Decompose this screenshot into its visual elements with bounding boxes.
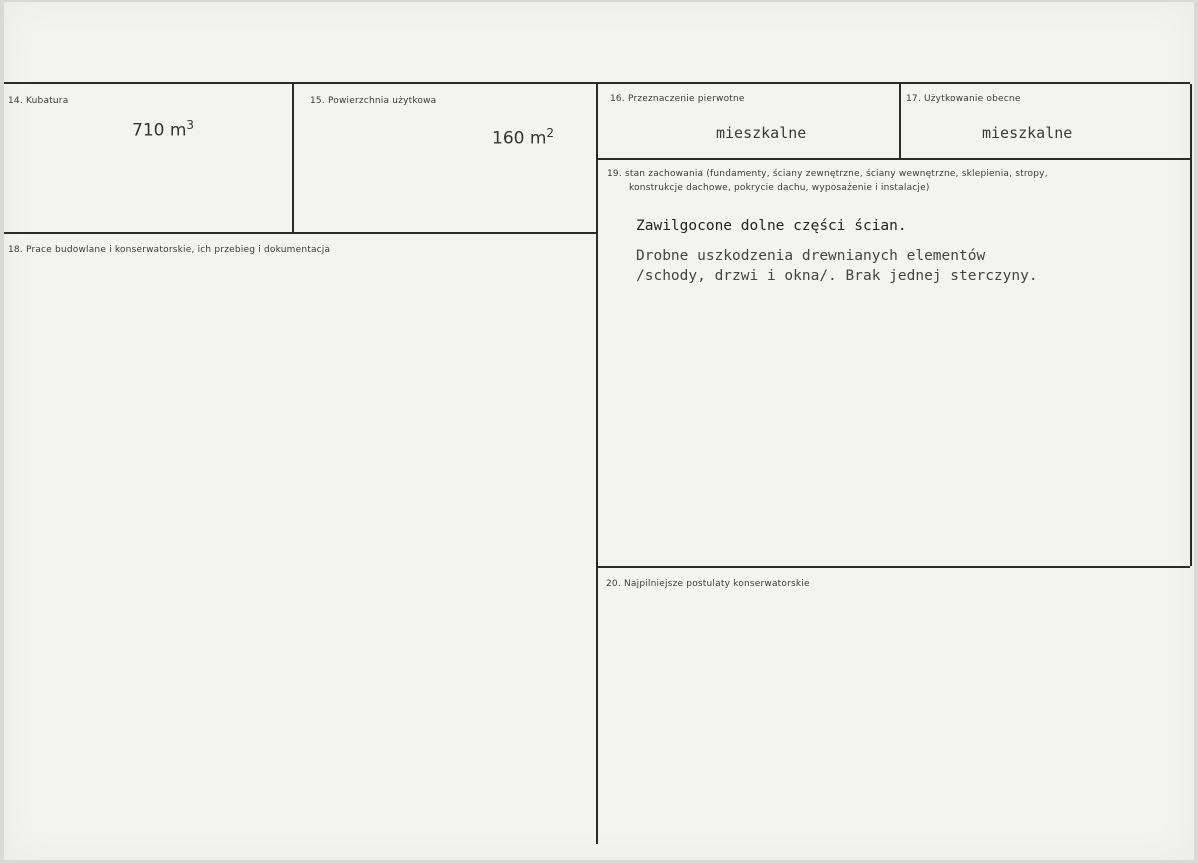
stan-label-line2: konstrukcje dachowe, pokrycie dachu, wyposażenie i instalacje) [629, 183, 930, 193]
przeznaczenie-label: 16. Przeznaczenie pierwotne [610, 94, 745, 104]
uzytkowanie-label: 17. Użytkowanie obecne [906, 94, 1021, 104]
powierzchnia-number: 160 m [492, 128, 547, 149]
right-edge [1190, 84, 1192, 566]
record-card [4, 2, 1194, 860]
center-divider [596, 84, 598, 844]
powierzchnia-label: 15. Powierzchnia użytkowa [310, 96, 437, 106]
przeznaczenie-value: mieszkalne [716, 124, 807, 142]
powierzchnia-exponent: 2 [546, 126, 555, 140]
kubatura-value [132, 118, 194, 141]
rule-below-14-15 [4, 232, 596, 234]
kubatura-number: 710 m [132, 120, 187, 141]
rule-below-19 [598, 566, 1190, 568]
prace-label: 18. Prace budowlane i konserwatorskie, ich przebieg i dokumentacja [8, 245, 331, 255]
uzytkowanie-value: mieszkalne [982, 124, 1073, 142]
stan-label-line1: 19. stan zachowania (fundamenty, ściany zewnętrzne, ściany wewnętrzne, sklepienia, stropy, [607, 169, 1048, 179]
kubatura-exponent: 3 [186, 118, 195, 132]
stan-text-line3: /schody, drzwi i okna/. Brak jednej sterczyny. [636, 268, 1038, 284]
stan-text-line1: Zawilgocone dolne części ścian. [636, 218, 907, 234]
powierzchnia-value [492, 126, 554, 149]
divider-14-15 [292, 84, 294, 234]
kubatura-label: 14. Kubatura [8, 96, 69, 106]
rule-below-16-17 [598, 158, 1190, 160]
stan-text-line2: Drobne uszkodzenia drewnianych elementów [636, 248, 986, 264]
postulaty-label: 20. Najpilniejsze postulaty konserwatorskie [606, 579, 810, 589]
divider-16-17 [899, 84, 901, 159]
